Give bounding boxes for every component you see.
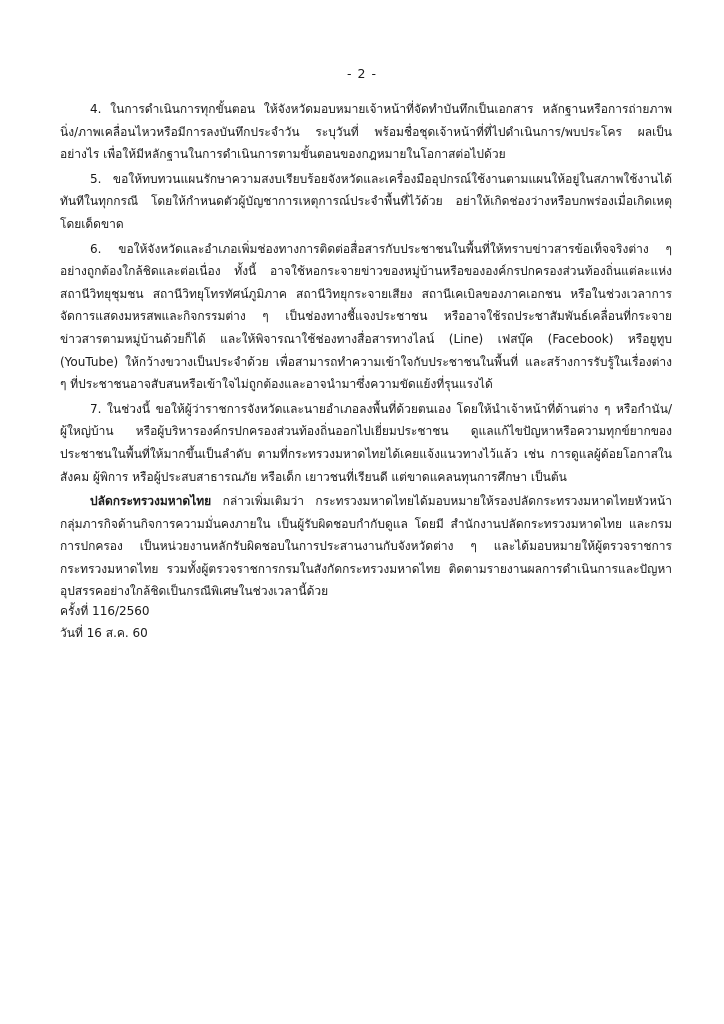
- closing-paragraph: [60, 490, 672, 603]
- paragraph-6: 6. ขอให้จังหวัดและอำเภอเพิ่มช่องทางการติดต่อสื่อสารกับประชาชนในพื้นที่ให้ทราบข่าวสารข้อเท็จจริงต่าง ๆ อย่างถูกต้องใกล้ชิดและต่อเนื่อง ทั้งนี้ อาจใช้หอกระจายข่าวของหมู่บ้านหรือขององค์กรปกครองส่วนท้องถิ่นแต่ละแห่ง สถานีวิทยุชุมชน สถานีวิทยุโทรทัศน์ภูมิภาค สถานีวิทยุกระจายเสียง สถานีเคเบิลของภาคเอกชน หรือในช่วงเวลาการจัดการแสดงมหรสพและกิจกรรมต่าง ๆ เป็นช่องทางชี้แจงประชาชน หรืออาจใช้รถประชาสัมพันธ์เคลื่อนที่กระจายข่าวสารตามหมู่บ้านด้วยก็ได้ และให้พิจารณาใช้ช่องทางสื่อสารทางไลน์ (Line) เฟสบุ๊ค (Facebook) หรือยูทูบ (YouTube) ให้กว้างขวางเป็นประจำด้วย เพื่อสามารถทำความเข้าใจกับประชาชนในพื้นที่ และสร้างการรับรู้ในเรื่องต่าง ๆ ที่ประชาชนอาจสับสนหรือเข้าใจไม่ถูกต้องและอาจนำมาซึ่งความขัดแย้งที่รุนแรงได้: [60, 241, 672, 392]
- page-number: - 2 -: [347, 66, 377, 81]
- issue-date: วันที่ 16 ส.ค. 60: [60, 626, 148, 640]
- paragraph-7: 7. ในช่วงนี้ ขอให้ผู้ว่าราชการจังหวัดและนายอำเภอลงพื้นที่ด้วยตนเอง โดยให้นำเจ้าหน้าที่ด้านต่าง ๆ หรือกำนัน/ผู้ใหญ่บ้าน หรือผู้บริหารองค์กรปกครองส่วนท้องถิ่นออกไปเยี่ยมประชาชน ดูแลแก้ไขปัญหาหรือความทุกข์ยากของประชาชนในพื้นที่ให้มากขึ้นเป็นลำดับ ตามที่กระทรวงมหาดไทยได้เคยแจ้งแนวทางไว้แล้ว เช่น การดูแลผู้ด้อยโอกาสในสังคม ผู้พิการ หรือผู้ประสบสาธารณภัย หรือเด็ก เยาวชนที่เรียนดี แต่ขาดแคลนทุนการศึกษา เป็นต้น: [60, 401, 672, 484]
- document-body: [60, 98, 672, 605]
- closing-lead: ปลัดกระทรวงมหาดไทย: [90, 494, 212, 509]
- closing-text: กล่าวเพิ่มเติมว่า กระทรวงมหาดไทยได้มอบหมายให้รองปลัดกระทรวงมหาดไทยหัวหน้ากลุ่มภารกิจด้านกิจการความมั่นคงภายใน เป็นผู้รับผิดชอบกำกับดูแล โดยมี สำนักงานปลัดกระทรวงมหาดไทย และกรมการปกครอง เป็นหน่วยงานหลักรับผิดชอบในการประสานงานกับจังหวัดต่าง ๆ และได้มอบหมายให้ผู้ตรวจราชการกระทรวงมหาดไทย รวมทั้งผู้ตรวจราชการกรมในสังกัดกระทรวงมหาดไทย ติดตามรายงานผลการดำเนินการและปัญหาอุปสรรคอย่างใกล้ชิดเป็นกรณีพิเศษในช่วงเวลานี้ด้วย: [60, 494, 672, 599]
- paragraph-5: 5. ขอให้ทบทวนแผนรักษาความสงบเรียบร้อยจังหวัดและเครื่องมืออุปกรณ์ใช้งานตามแผนให้อยู่ในสภาพใช้งานได้ทันทีในทุกกรณี โดยให้กำหนดตัวผู้บัญชาการเหตุการณ์ประจำพื้นที่ไว้ด้วย อย่าให้เกิดช่องว่างหรือบกพร่องเมื่อเกิดเหตุโดยเด็ดขาด: [60, 171, 672, 231]
- issue-number: ครั้งที่ 116/2560: [60, 604, 150, 618]
- paragraph-4: 4. ในการดำเนินการทุกขั้นตอน ให้จังหวัดมอบหมายเจ้าหน้าที่จัดทำบันทึกเป็นเอกสาร หลักฐานหรือการถ่ายภาพนิ่ง/ภาพเคลื่อนไหวหรือมีการลงบันทึกประจำวัน ระบุวันที่ พร้อมชื่อชุดเจ้าหน้าที่ที่ไปดำเนินการ/พบประโคร ผลเป็นอย่างไร เพื่อให้มีหลักฐานในการดำเนินการตามขั้นตอนของกฎหมายในโอกาสต่อไปด้วย: [60, 102, 672, 162]
- document-footer: [60, 600, 150, 644]
